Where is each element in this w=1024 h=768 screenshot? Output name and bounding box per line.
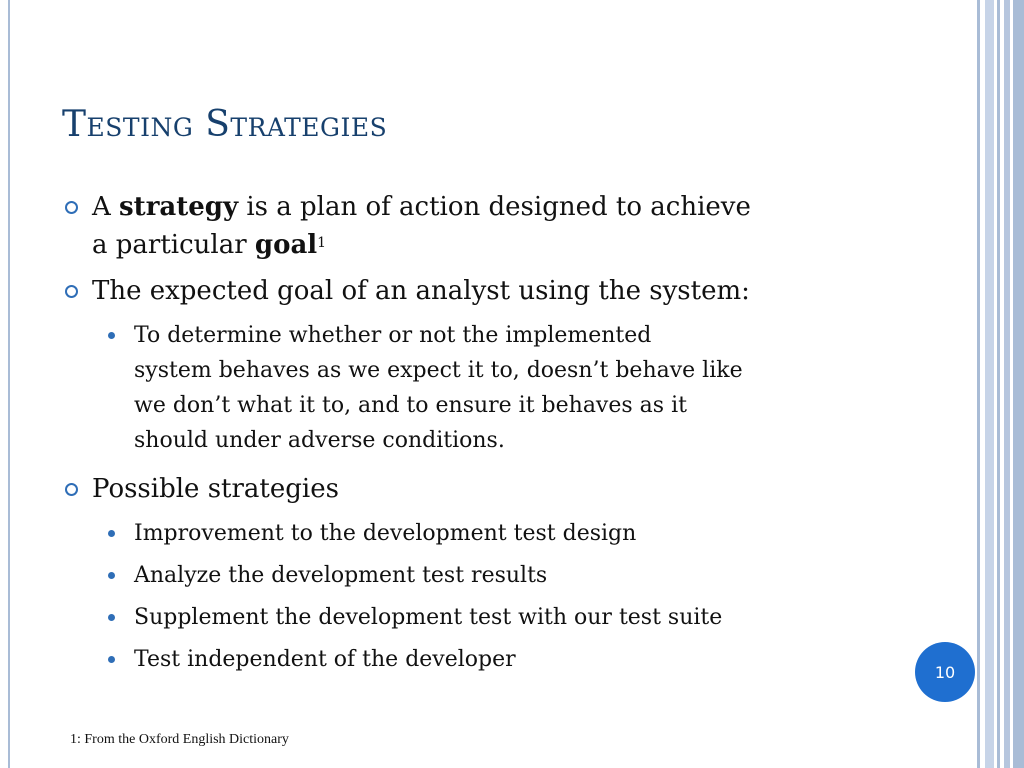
sub-bullet-text: Improvement to the development test design <box>134 521 637 546</box>
sub-bullet-line: system behaves as we expect it to, doesn’t behave like <box>134 358 743 383</box>
dot-bullet-icon <box>108 656 115 663</box>
stripe <box>997 0 1000 768</box>
sub-bullet-text: Supplement the development test with our test suite <box>134 605 723 630</box>
bold-term: strategy <box>119 192 239 222</box>
stripe <box>985 0 994 768</box>
bullet-text: is a plan of action designed to achieve <box>238 192 751 222</box>
sub-bullet-group <box>64 516 904 677</box>
sub-bullet <box>64 558 904 593</box>
page-number-badge <box>915 642 975 702</box>
bullet-text: The expected goal of an analyst using the system: <box>92 276 750 306</box>
footnote: 1: From the Oxford English Dictionary <box>70 732 289 747</box>
sub-bullet <box>64 516 904 551</box>
slide-content <box>64 188 904 677</box>
stripe <box>1004 0 1010 768</box>
dot-bullet-icon <box>108 572 115 579</box>
bold-term: goal <box>254 230 318 260</box>
sub-bullet <box>64 600 904 635</box>
stripe <box>977 0 980 768</box>
ring-bullet-icon <box>65 201 78 214</box>
bullet-text: Possible strategies <box>92 474 339 504</box>
footnote-marker: 1 <box>317 235 327 251</box>
dot-bullet-icon <box>108 530 115 537</box>
slide-title: Testing Strategies <box>62 104 388 145</box>
sub-bullet <box>64 642 904 677</box>
sub-bullet-line: should under adverse conditions. <box>134 428 505 453</box>
stripe <box>1013 0 1024 768</box>
dot-bullet-icon <box>108 332 115 339</box>
sub-bullet-text: Test independent of the developer <box>134 647 516 672</box>
bullet-text: a particular <box>92 230 255 260</box>
ring-bullet-icon <box>65 483 78 496</box>
page-number: 10 <box>934 662 956 682</box>
bullet-definition <box>64 188 904 264</box>
sub-bullet-group <box>64 318 904 458</box>
dot-bullet-icon <box>108 614 115 621</box>
bullet-possible-strategies <box>64 470 904 508</box>
right-decorative-stripes <box>976 0 1024 768</box>
ring-bullet-icon <box>65 285 78 298</box>
left-frame-line <box>8 0 10 768</box>
sub-bullet <box>64 318 904 458</box>
sub-bullet-line: we don’t what it to, and to ensure it behaves as it <box>134 393 687 418</box>
bullet-text: A <box>92 192 120 222</box>
bullet-expected-goal <box>64 272 904 310</box>
sub-bullet-text: Analyze the development test results <box>134 563 548 588</box>
sub-bullet-line: To determine whether or not the implemented <box>134 323 652 348</box>
